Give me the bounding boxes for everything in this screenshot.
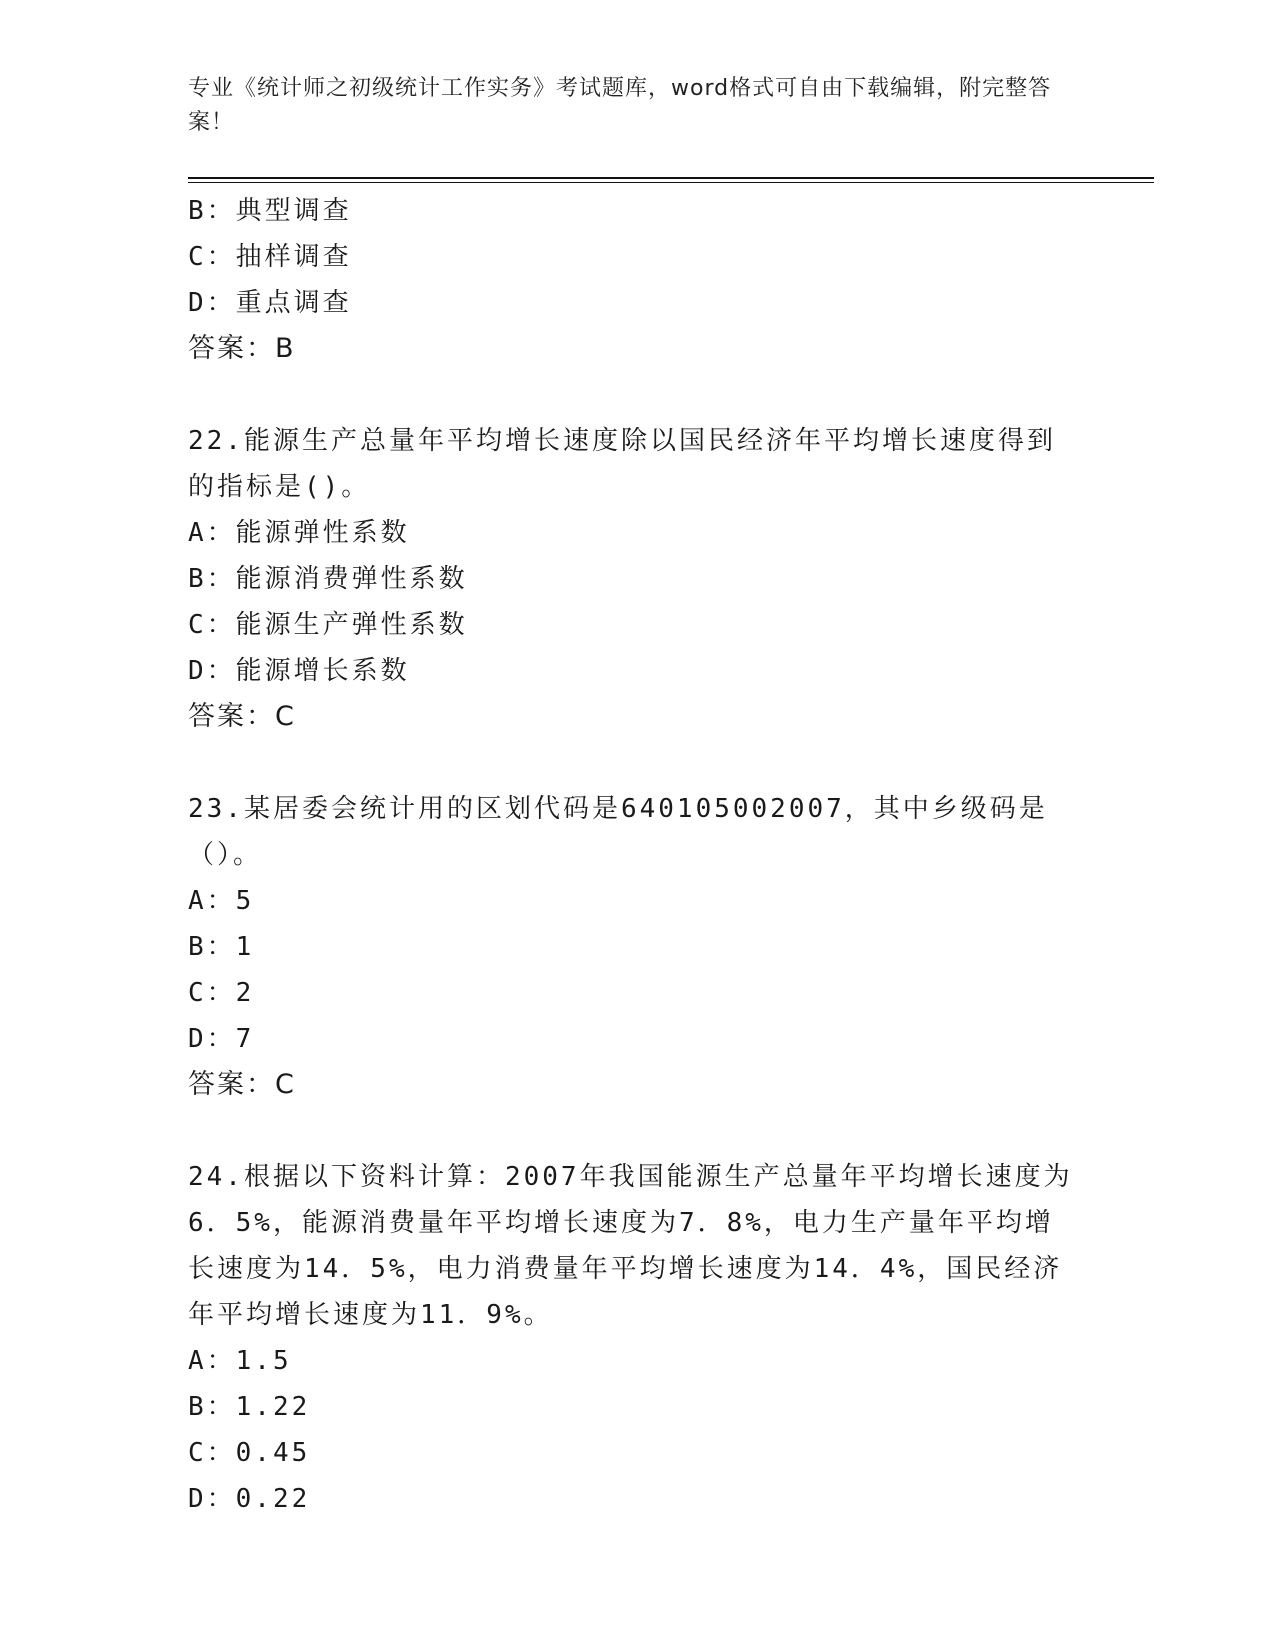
q23-question: 23.某居委会统计用的区划代码是640105002007，其中乡级码是（）。 [188, 794, 1048, 870]
q22-option-c: C：能源生产弹性系数 [188, 610, 468, 640]
q23-answer: 答案：C [188, 1069, 296, 1100]
spacer [188, 372, 1088, 418]
header-divider-thin [188, 182, 1154, 183]
q22-answer: 答案：C [188, 701, 296, 732]
q22-option-a: A：能源弹性系数 [188, 518, 410, 548]
header-divider-thick [188, 177, 1154, 179]
spacer [188, 740, 1088, 786]
q23-option-a: A：5 [188, 886, 255, 916]
q22-question: 22.能源生产总量年平均增长速度除以国民经济年平均增长速度得到的指标是()。 [188, 426, 1056, 502]
spacer [188, 1108, 1088, 1154]
q24-option-b: B：1.22 [188, 1392, 311, 1422]
q22-option-d: D：能源增长系数 [188, 656, 410, 686]
q23-option-b: B：1 [188, 932, 255, 962]
q22-option-b: B：能源消费弹性系数 [188, 564, 468, 594]
q21-option-c: C：抽样调查 [188, 242, 352, 272]
q21-option-d: D：重点调查 [188, 288, 352, 318]
q24-option-a: A：1.5 [188, 1346, 292, 1376]
document-header: 专业《统计师之初级统计工作实务》考试题库，word格式可自由下载编辑，附完整答案！ [188, 76, 1052, 135]
q24-option-d: D：0.22 [188, 1484, 311, 1514]
q24-question: 24.根据以下资料计算：2007年我国能源生产总量年平均增长速度为6．5%，能源消费量年平均增长速度为7．8%，电力生产量年平均增长速度为14．5%，电力消费量年平均增长速度为14．4%，国民经济年平均增长速度为11．9%。 [188, 1162, 1073, 1330]
q21-answer: 答案：B [188, 333, 296, 364]
q23-option-c: C：2 [188, 978, 255, 1008]
question-content [188, 188, 1088, 1522]
q21-option-b: B：典型调查 [188, 196, 352, 226]
q24-option-c: C：0.45 [188, 1438, 311, 1468]
q23-option-d: D：7 [188, 1024, 255, 1054]
